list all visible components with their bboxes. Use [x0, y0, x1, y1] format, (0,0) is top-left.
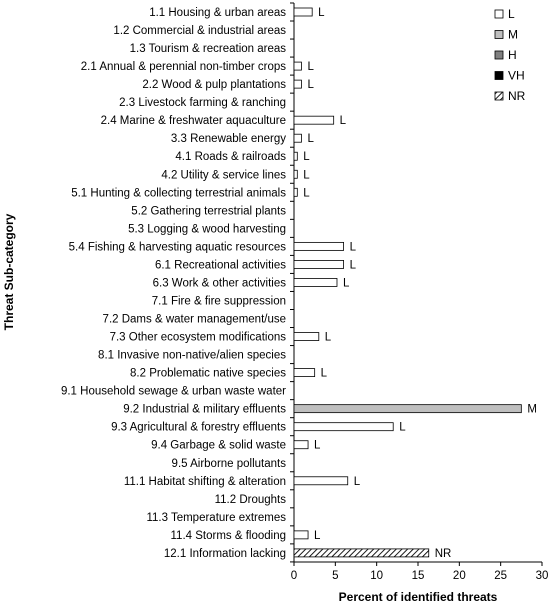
category-label: 6.1 Recreational activities: [154, 259, 286, 272]
bar: [294, 477, 348, 485]
category-label: 8.2 Problematic native species: [130, 367, 286, 380]
category-label: 5.2 Gathering terrestrial plants: [131, 205, 286, 218]
bar-level-label: L: [349, 241, 357, 254]
bar: [294, 549, 429, 557]
legend-label: VH: [508, 68, 525, 83]
x-tick-label: 0: [290, 570, 298, 582]
category-label: 8.1 Invasive non-native/alien species: [98, 349, 286, 362]
bar: [294, 152, 297, 160]
legend-swatch: [495, 51, 503, 59]
category-label: 5.3 Logging & wood harvesting: [128, 223, 286, 236]
bar: [294, 441, 308, 449]
category-label: 11.4 Storms & flooding: [170, 529, 286, 542]
category-label: 9.1 Household sewage & urban waste water: [60, 385, 286, 398]
legend-label: NR: [508, 89, 526, 103]
bar: [294, 80, 301, 88]
bar-level-label: M: [527, 403, 537, 416]
bar-level-label: L: [303, 169, 310, 182]
category-label: 7.1 Fire & fire suppression: [151, 295, 286, 308]
x-tick-label: 5: [332, 570, 339, 582]
plot-area: [61, 3, 548, 582]
bar-level-label: L: [307, 133, 314, 146]
bar: [294, 369, 315, 377]
category-label: 7.2 Dams & water management/use: [102, 313, 286, 326]
legend-label: H: [508, 48, 517, 62]
category-label: 11.1 Habitat shifting & alteration: [123, 475, 286, 488]
bar-level-label: L: [342, 277, 350, 290]
x-tick-label: 10: [370, 570, 384, 582]
category-label: 7.3 Other ecosystem modifications: [109, 331, 286, 344]
category-label: 11.3 Temperature extremes: [146, 511, 286, 524]
bar-level-label: L: [307, 79, 314, 92]
legend: [495, 7, 526, 103]
bar-level-label: L: [320, 367, 328, 380]
category-label: 1.2 Commercial & industrial areas: [113, 25, 286, 38]
y-axis-title: Threat Sub-category: [2, 213, 16, 331]
bar-level-label: L: [339, 115, 347, 128]
bar-level-label: L: [314, 529, 321, 542]
legend-label: L: [508, 7, 515, 21]
category-label: 6.3 Work & other activities: [152, 277, 286, 290]
legend-swatch: [495, 10, 503, 18]
bar-level-label: L: [399, 421, 406, 434]
bar-level-label: L: [303, 187, 310, 200]
bar: [294, 423, 393, 431]
legend-swatch: [495, 31, 503, 39]
category-label: 2.1 Annual & perennial non-timber crops: [80, 61, 286, 74]
category-label: 2.4 Marine & freshwater aquaculture: [100, 115, 286, 128]
bar: [294, 8, 312, 16]
category-label: 4.2 Utility & service lines: [161, 169, 286, 182]
bar-level-label: L: [353, 475, 361, 488]
bar: [294, 333, 319, 341]
bar-level-label: L: [349, 259, 357, 272]
bar-level-label: L: [324, 331, 332, 344]
category-label: 2.3 Livestock farming & ranching: [119, 97, 286, 110]
legend-label: M: [508, 27, 518, 42]
bar: [294, 170, 297, 178]
x-tick-label: 25: [494, 570, 508, 582]
legend-swatch: [495, 92, 503, 100]
bar: [294, 116, 334, 124]
category-label: 1.1 Housing & urban areas: [149, 7, 286, 19]
category-label: 5.1 Hunting & collecting terrestrial animals: [71, 187, 286, 200]
x-tick-label: 15: [411, 570, 425, 582]
category-label: 3.3 Renewable energy: [170, 133, 286, 146]
bar-level-label: NR: [434, 547, 452, 560]
bar: [294, 242, 344, 250]
bar: [294, 531, 308, 539]
category-label: 2.2 Wood & pulp plantations: [142, 79, 286, 92]
category-label: 9.5 Airborne pollutants: [171, 457, 286, 470]
category-label: 12.1 Information lacking: [163, 547, 286, 560]
bar: [294, 278, 337, 286]
category-label: 9.4 Garbage & solid waste: [151, 439, 286, 452]
bar: [294, 260, 344, 268]
x-tick-label: 20: [452, 570, 466, 582]
bar: [294, 188, 297, 196]
legend-swatch: [495, 72, 503, 80]
bar-level-label: L: [318, 7, 325, 19]
bar: [294, 62, 301, 70]
x-axis-title: Percent of identified threats: [338, 590, 498, 604]
bar-level-label: L: [314, 439, 321, 452]
category-label: 5.4 Fishing & harvesting aquatic resources: [68, 241, 286, 254]
bar: [294, 405, 521, 413]
bar: [294, 134, 301, 142]
x-tick-label: 30: [535, 570, 549, 582]
category-label: 1.3 Tourism & recreation areas: [129, 43, 286, 56]
bar-level-label: L: [307, 61, 314, 74]
bar-level-label: L: [303, 151, 310, 164]
category-label: 9.3 Agricultural & forestry effluents: [111, 421, 286, 434]
category-label: 11.2 Droughts: [214, 493, 286, 506]
category-label: 9.2 Industrial & military effluents: [123, 403, 286, 416]
category-label: 4.1 Roads & railroads: [175, 151, 286, 164]
